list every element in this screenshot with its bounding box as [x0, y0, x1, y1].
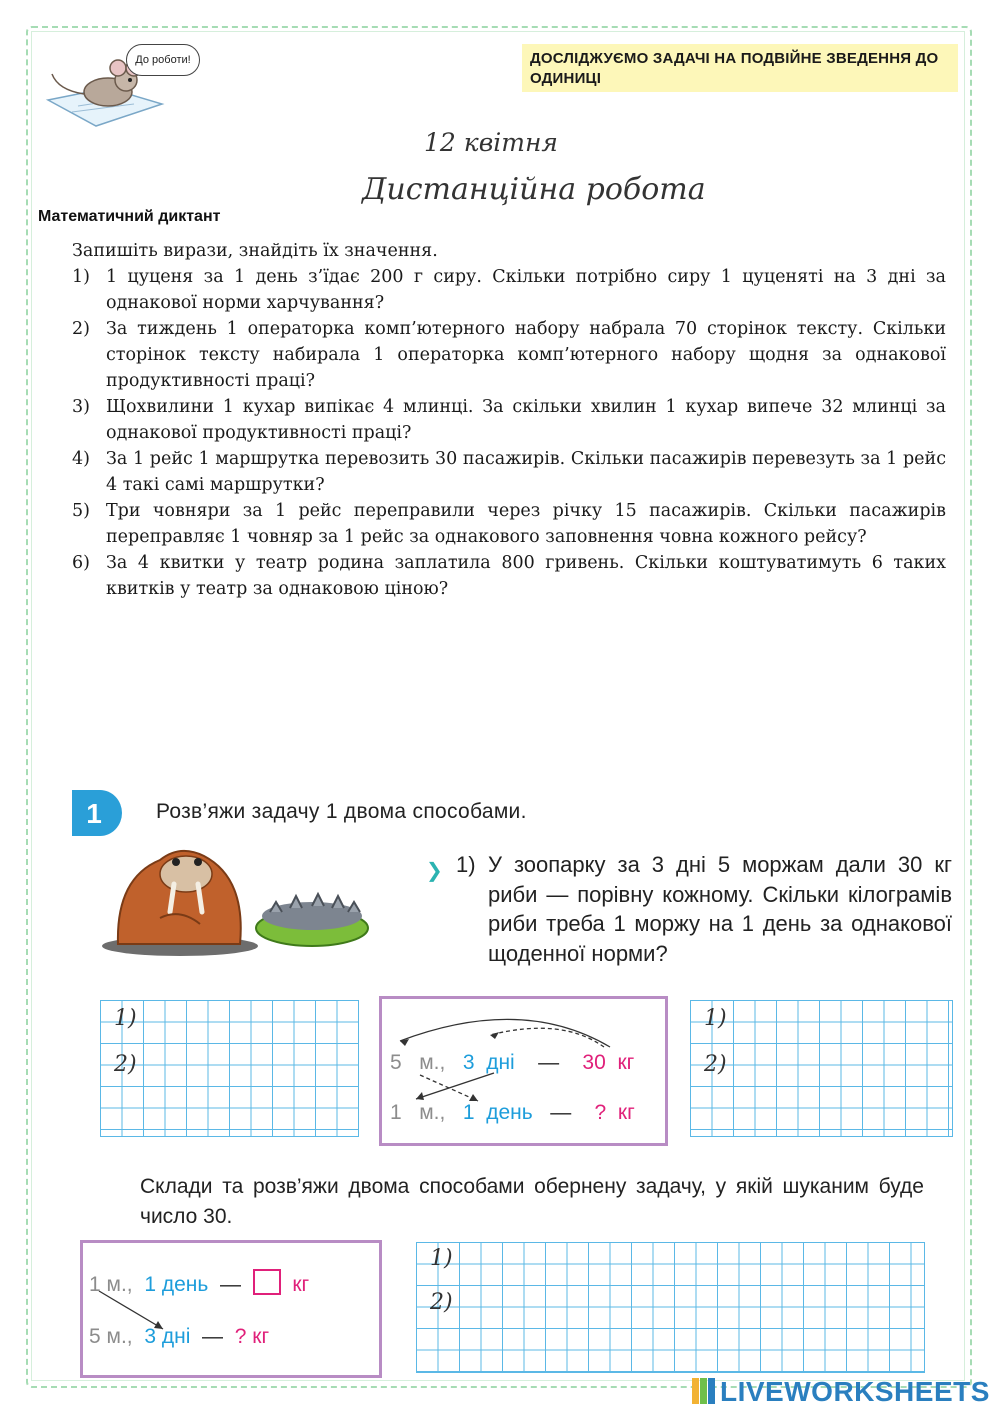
answer-box[interactable] — [253, 1269, 281, 1295]
scheme-unit: м., — [419, 1051, 446, 1074]
date-heading: 12 квітня — [424, 128, 558, 157]
liveworksheets-logo[interactable]: LIVEWORKSHEETS — [720, 1376, 990, 1407]
scheme-unit: день — [161, 1273, 209, 1296]
item-text: Щохвилини 1 кухар випікає 4 млинці. За скільки хвилин 1 кухар випече 32 млинці за однакової продуктивності праці? — [106, 397, 946, 443]
liveworksheets-logo-icon — [692, 1378, 716, 1404]
dictation-intro: Запишіть вирази, знайдіть їх значення. — [72, 241, 438, 261]
scheme-dash: — — [220, 1273, 241, 1296]
speech-bubble: До роботи! — [126, 44, 200, 76]
scheme-unit: кг — [292, 1273, 310, 1296]
scheme-value: 1 — [144, 1273, 156, 1296]
scheme-dash: — — [550, 1101, 572, 1124]
list-item — [72, 316, 946, 394]
item-text: За 4 квитки у театр родина заплатила 800 гривень. Скільки коштуватимуть 6 таких квитків у театр за однаковою ціною? — [106, 553, 946, 599]
scheme-box — [379, 996, 668, 1146]
answer-grid-right[interactable] — [690, 1000, 953, 1137]
scheme-value: 5 — [89, 1325, 101, 1348]
grid-label: 2) — [430, 1290, 453, 1315]
grid-label: 2) — [114, 1052, 137, 1077]
walrus-illustration — [100, 838, 400, 960]
scheme-unit: м., — [106, 1273, 133, 1296]
scheme-unit: м., — [419, 1101, 446, 1124]
grid-label: 1) — [704, 1006, 727, 1031]
problem-text — [456, 850, 952, 968]
scheme-unit: кг — [617, 1051, 635, 1074]
item-text: За тиждень 1 операторка комп’ютерного набору набрала 70 сторінок тексту. Скільки сторінок тексту набирала 1 операторка комп’ютерного набору щодня за однакової продуктивності праці? — [106, 319, 946, 391]
scheme-value: ? — [594, 1101, 607, 1124]
scheme-unit: день — [486, 1101, 533, 1124]
grid-label: 2) — [704, 1052, 727, 1077]
scheme-value: 5 — [390, 1051, 402, 1074]
item-text: За 1 рейс 1 маршрутка перевозить 30 пасажирів. Скільки пасажирів перевезуть за 1 рейс 4 такі самі маршрутки? — [106, 449, 946, 495]
scheme-value: 1 — [89, 1273, 101, 1296]
task-heading: Розв’яжи задачу 1 двома способами. — [156, 800, 527, 823]
item-number: 3) — [72, 397, 90, 417]
scheme-unit: м., — [106, 1325, 133, 1348]
grid-label: 1) — [430, 1246, 453, 1271]
item-number: 1) — [72, 267, 90, 287]
problem-body: У зоопарку за 3 дні 5 моржам дали 30 кг риби — порівну кожному. Скільки кілограмів риби треба 1 моржу на 1 день за однакової щоденної норми? — [488, 852, 952, 966]
task-number-badge — [72, 790, 122, 836]
item-text: Три човняри за 1 рейс переправили через річку 15 пасажирів. Скільки пасажирів переправляє 1 човняр за 1 рейс за однакового заповнення човна кожного рейсу? — [106, 501, 946, 547]
inverse-scheme-box — [80, 1240, 382, 1378]
scheme-value: 1 — [390, 1101, 402, 1124]
chevron-right-icon: ❯ — [426, 858, 443, 882]
scheme-unit: кг — [252, 1325, 270, 1348]
item-number: 4) — [72, 449, 90, 469]
list-item — [72, 498, 946, 550]
inverse-task-text: Склади та розв’яжи двома способами обернену задачу, у якій шуканим буде число 30. — [140, 1175, 924, 1228]
answer-grid-left[interactable] — [100, 1000, 359, 1137]
item-text: 1 цуценя за 1 день з’їдає 200 г сиру. Скільки потрібно сиру 1 цуценяті на 3 дні за однакової норми харчування? — [106, 267, 946, 313]
scheme-row — [89, 1269, 309, 1297]
task-number: 1 — [86, 798, 102, 829]
topic-banner: ДОСЛІДЖУЄМО ЗАДАЧІ НА ПОДВІЙНЕ ЗВЕДЕННЯ ДО ОДИНИЦІ — [522, 44, 958, 92]
list-item — [72, 394, 946, 446]
scheme-row — [89, 1325, 269, 1349]
item-number: 2) — [72, 319, 90, 339]
answer-grid-bottom[interactable] — [416, 1242, 925, 1373]
list-item — [72, 264, 946, 316]
list-item — [72, 446, 946, 498]
list-item — [72, 550, 946, 602]
scheme-row — [390, 1051, 634, 1075]
scheme-value: 3 — [144, 1325, 156, 1348]
scheme-value: 30 — [582, 1051, 606, 1074]
work-mode-heading: Дистанційна робота — [362, 172, 706, 207]
scheme-arrows — [83, 1243, 379, 1375]
scheme-dash: — — [538, 1051, 560, 1074]
dictation-list — [72, 238, 946, 602]
grid-label: 1) — [114, 1006, 137, 1031]
scheme-unit: дні — [161, 1325, 191, 1348]
scheme-dash: — — [202, 1325, 224, 1348]
scheme-value: 1 — [462, 1101, 475, 1124]
scheme-value: 3 — [462, 1051, 475, 1074]
dictation-title: Математичний диктант — [38, 208, 221, 225]
item-number: 6) — [72, 553, 90, 573]
scheme-value: ? — [234, 1325, 247, 1348]
scheme-unit: дні — [486, 1051, 515, 1074]
scheme-unit: кг — [617, 1101, 635, 1124]
item-number: 5) — [72, 501, 90, 521]
problem-number: 1) — [456, 852, 476, 877]
scheme-row — [390, 1101, 635, 1125]
